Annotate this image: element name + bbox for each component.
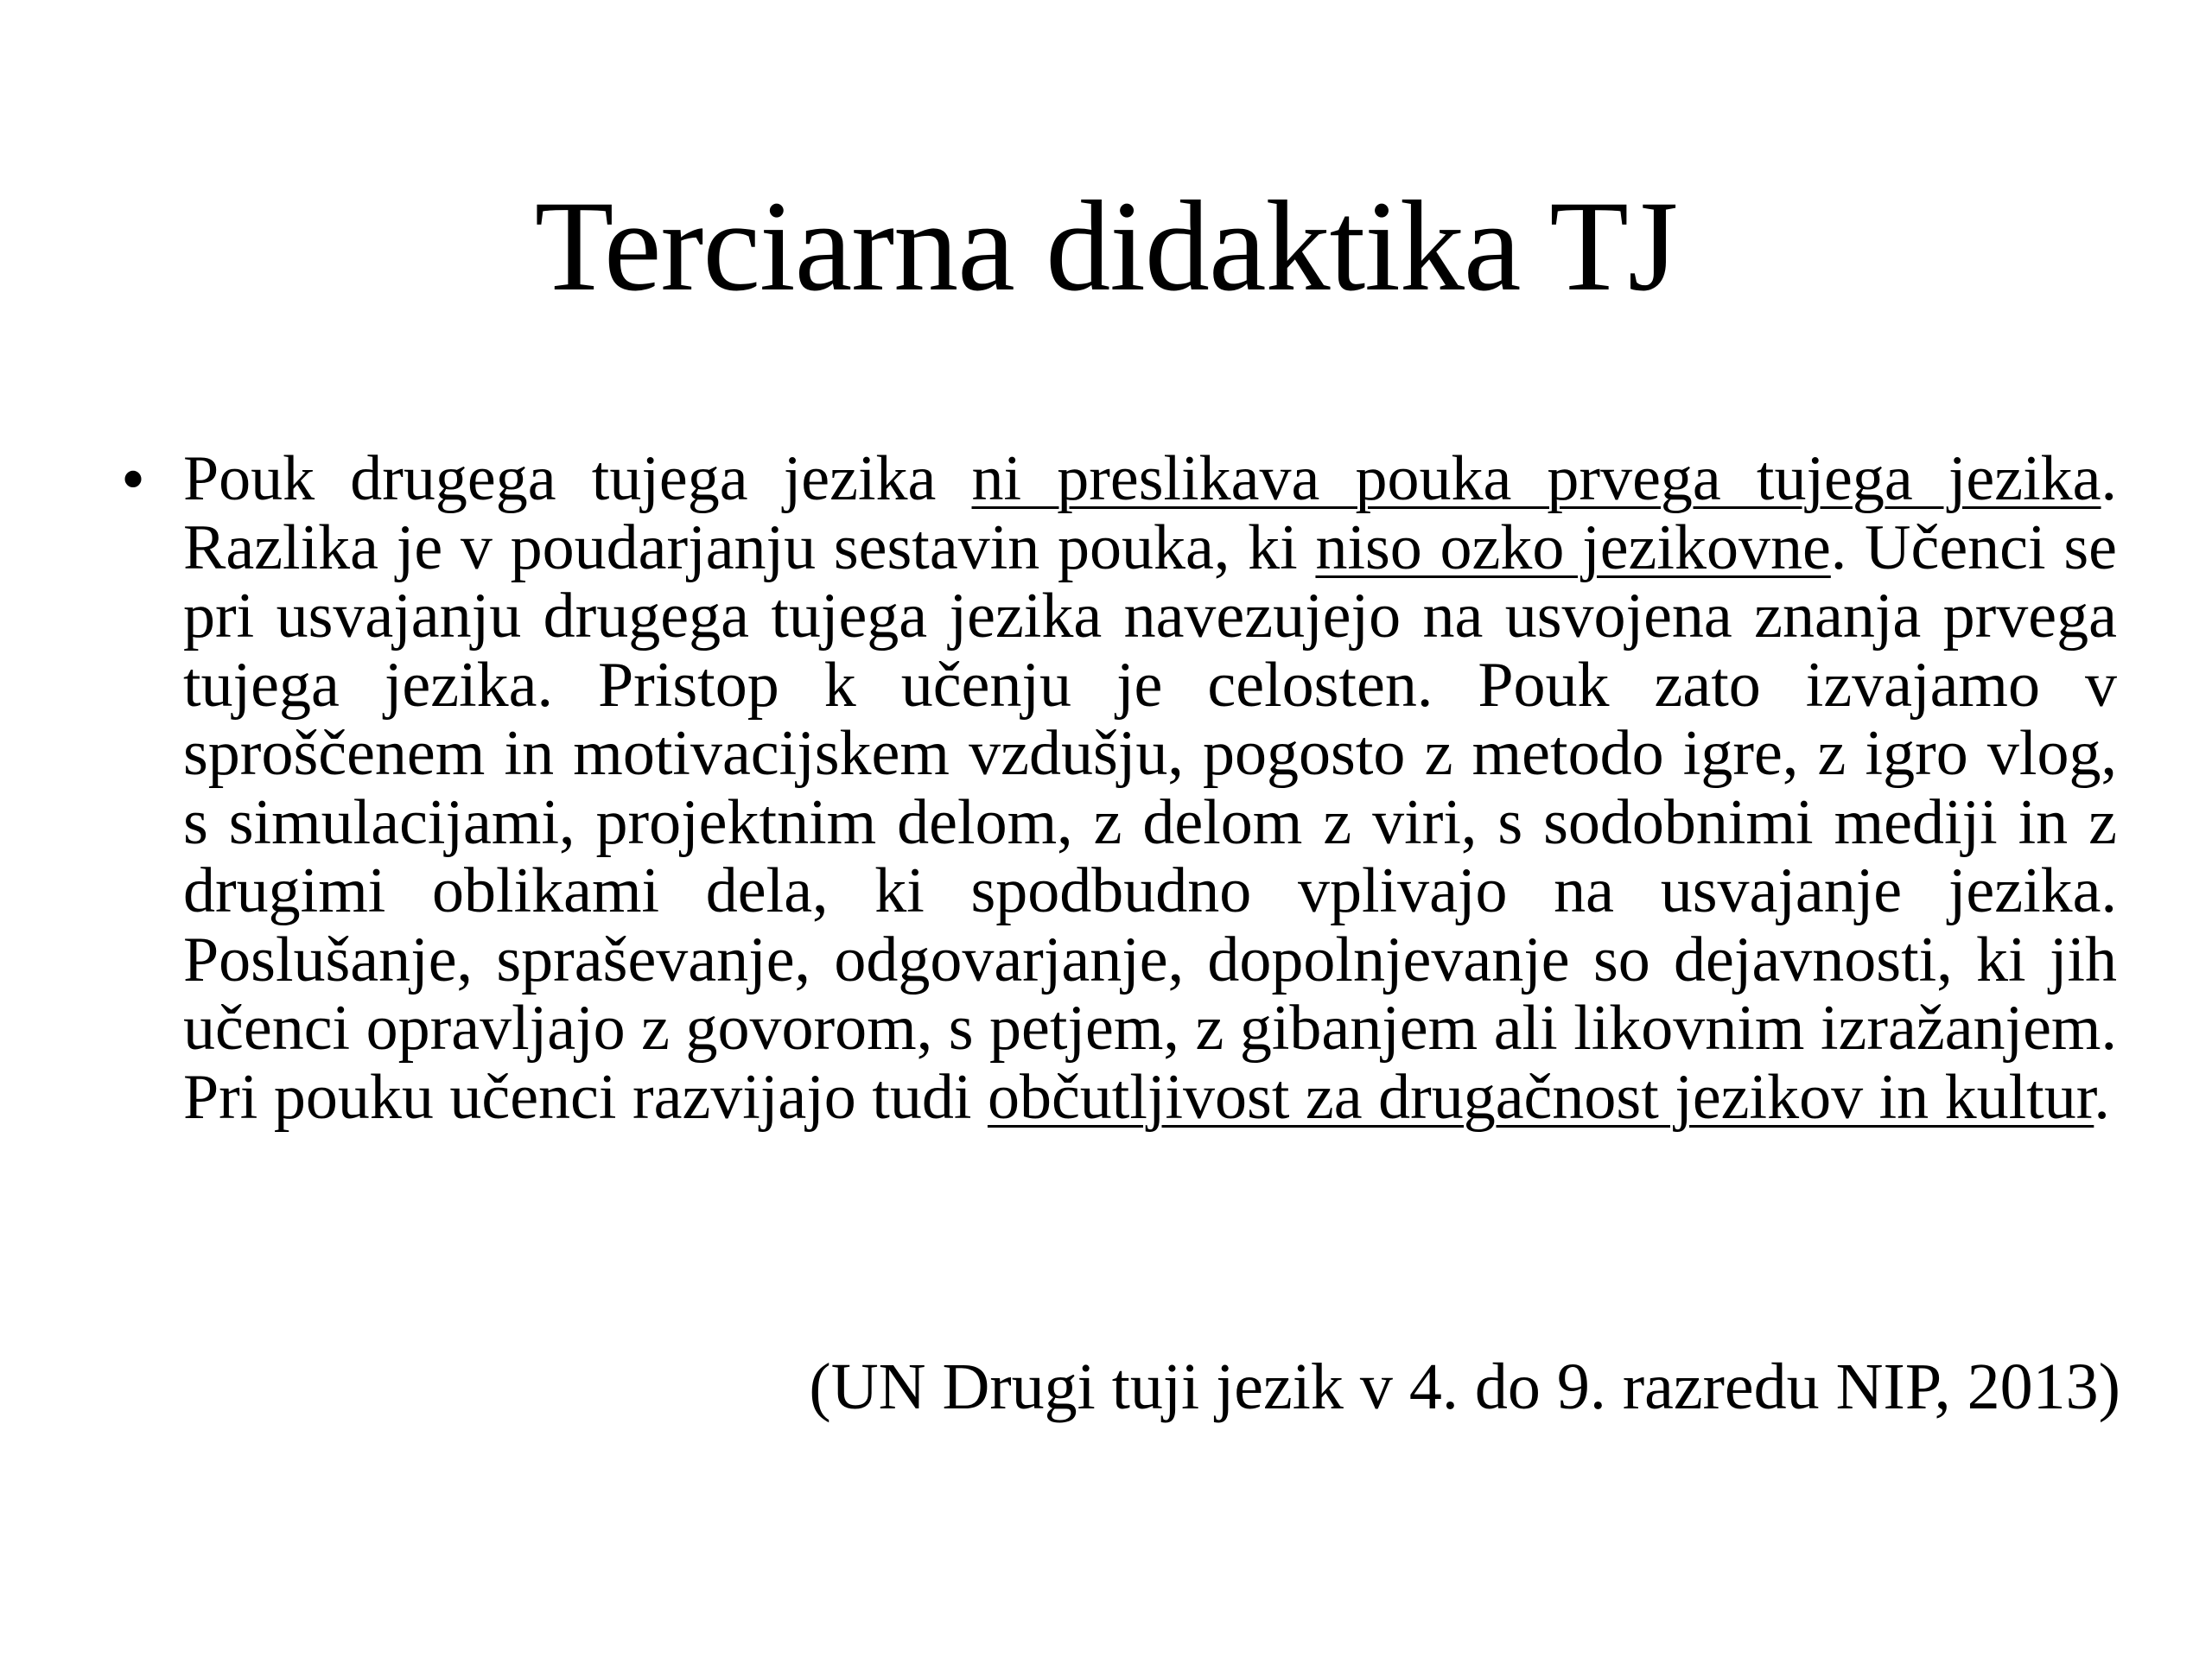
paragraph-text-2: . Razlika je v poudarjanju sestavin pouka, ki (183, 443, 2118, 583)
underlined-phrase-3: občutljivost za drugačnost jezikov in kultur (987, 1061, 2094, 1133)
bullet-dot-icon: • (121, 442, 146, 518)
underlined-phrase-2: niso ozko jezikovne (1315, 512, 1831, 583)
paragraph-text-3: . Učenci se pri usvajanju drugega tujega jezika navezujejo na usvojena znanja prvega tujega jezika. Pristop k učenju je celosten. Pouk zato izvajamo v sproščenem in motivacijskem vzdušju, pogosto z metodo igre, z igro vlog, s simulacijami, projektnim delom, z delom z viri, s sodobnimi mediji in z drugimi oblikami dela, ki spodbudno vplivajo na usvajanje jezika. Poslušanje, spraševanje, odgovarjanje, dopolnjevanje so dejavnosti, ki jih učenci opravljajo z govorom, s petjem, z gibanjem ali likovnim izražanjem. Pri pouku učenci razvijajo tudi (183, 512, 2117, 1133)
paragraph-text-1: Pouk drugega tujega jezika (183, 443, 972, 514)
paragraph-text-4: . (2094, 1061, 2110, 1133)
slide-title: Terciarna didaktika TJ (534, 175, 1678, 318)
source-citation: (UN Drugi tuji jezik v 4. do 9. razredu NIP, 2013) (809, 1351, 2120, 1423)
underlined-phrase-1: ni preslikava pouka prvega tujega jezika (971, 443, 2101, 514)
bullet-paragraph (183, 445, 2117, 1132)
